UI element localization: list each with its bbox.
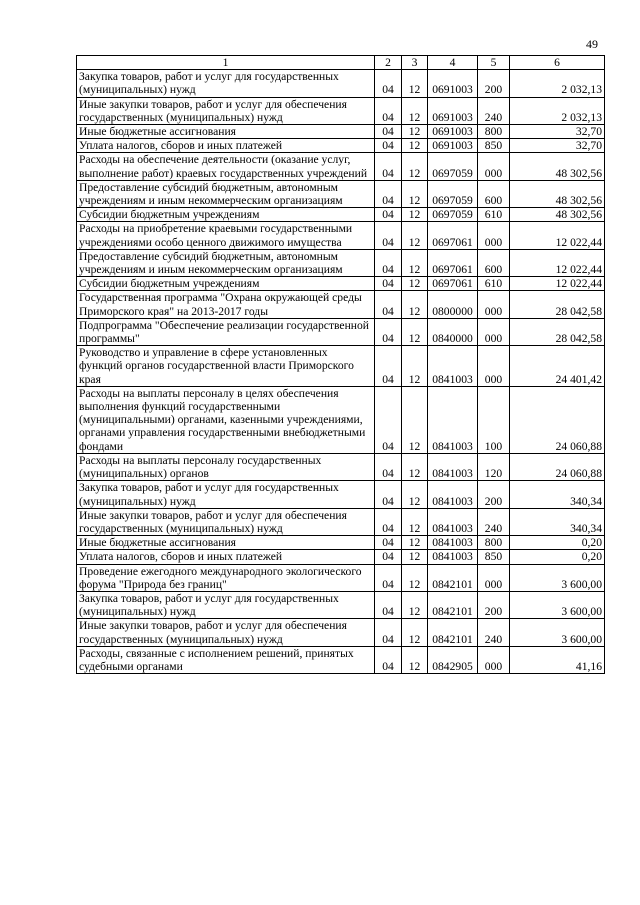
row-target-article: 0691003 <box>428 97 478 124</box>
row-expense-type: 600 <box>478 249 510 276</box>
row-amount: 12 022,44 <box>510 277 605 291</box>
row-expense-type: 100 <box>478 386 510 453</box>
table-row <box>77 125 605 139</box>
header-col-4: 4 <box>428 56 478 70</box>
row-amount: 48 302,56 <box>510 208 605 222</box>
row-subsection: 12 <box>402 318 428 345</box>
row-target-article: 0697061 <box>428 277 478 291</box>
row-description: Закупка товаров, работ и услуг для государственных (муниципальных) нужд <box>77 70 375 97</box>
row-expense-type: 200 <box>478 70 510 97</box>
page-number: 49 <box>586 37 598 51</box>
row-expense-type: 200 <box>478 591 510 618</box>
row-description: Государственная программа "Охрана окружающей среды Приморского края" на 2013-2017 годы <box>77 291 375 318</box>
row-section: 04 <box>375 386 402 453</box>
budget-table <box>76 55 605 674</box>
row-section: 04 <box>375 139 402 153</box>
row-target-article: 0691003 <box>428 70 478 97</box>
row-amount: 0,20 <box>510 536 605 550</box>
row-description: Закупка товаров, работ и услуг для государственных (муниципальных) нужд <box>77 481 375 508</box>
table-row <box>77 386 605 453</box>
row-expense-type: 240 <box>478 97 510 124</box>
row-expense-type: 000 <box>478 564 510 591</box>
table-row <box>77 481 605 508</box>
row-section: 04 <box>375 550 402 564</box>
header-col-1: 1 <box>77 56 375 70</box>
table-row <box>77 619 605 646</box>
row-amount: 32,70 <box>510 139 605 153</box>
row-target-article: 0841003 <box>428 508 478 535</box>
row-subsection: 12 <box>402 481 428 508</box>
row-expense-type: 800 <box>478 125 510 139</box>
row-expense-type: 000 <box>478 346 510 387</box>
row-description: Предоставление субсидий бюджетным, автономным учреждениям и иным некоммерческим организациям <box>77 180 375 207</box>
row-section: 04 <box>375 564 402 591</box>
header-col-3: 3 <box>402 56 428 70</box>
table-row <box>77 153 605 180</box>
table-row <box>77 536 605 550</box>
row-section: 04 <box>375 70 402 97</box>
row-amount: 12 022,44 <box>510 222 605 249</box>
row-section: 04 <box>375 249 402 276</box>
row-section: 04 <box>375 153 402 180</box>
row-section: 04 <box>375 277 402 291</box>
table-row <box>77 564 605 591</box>
header-col-5: 5 <box>478 56 510 70</box>
row-section: 04 <box>375 508 402 535</box>
row-subsection: 12 <box>402 208 428 222</box>
row-description: Иные бюджетные ассигнования <box>77 125 375 139</box>
row-section: 04 <box>375 646 402 673</box>
row-description: Расходы на приобретение краевыми государственными учреждениями особо ценного движимого имущества <box>77 222 375 249</box>
row-description: Расходы, связанные с исполнением решений, принятых судебными органами <box>77 646 375 673</box>
row-target-article: 0842905 <box>428 646 478 673</box>
row-expense-type: 000 <box>478 222 510 249</box>
row-expense-type: 000 <box>478 291 510 318</box>
row-amount: 24 401,42 <box>510 346 605 387</box>
table-row <box>77 318 605 345</box>
row-expense-type: 800 <box>478 536 510 550</box>
row-description: Субсидии бюджетным учреждениям <box>77 208 375 222</box>
row-target-article: 0697059 <box>428 208 478 222</box>
table-row <box>77 550 605 564</box>
table-row <box>77 291 605 318</box>
row-subsection: 12 <box>402 153 428 180</box>
row-section: 04 <box>375 208 402 222</box>
row-description: Расходы на обеспечение деятельности (оказание услуг, выполнение работ) краевых государственных учреждений <box>77 153 375 180</box>
row-amount: 3 600,00 <box>510 619 605 646</box>
row-target-article: 0840000 <box>428 318 478 345</box>
row-description: Расходы на выплаты персоналу государственных (муниципальных) органов <box>77 453 375 480</box>
row-subsection: 12 <box>402 291 428 318</box>
row-target-article: 0800000 <box>428 291 478 318</box>
row-section: 04 <box>375 180 402 207</box>
row-expense-type: 850 <box>478 550 510 564</box>
row-section: 04 <box>375 97 402 124</box>
row-description: Иные закупки товаров, работ и услуг для обеспечения государственных (муниципальных) нужд <box>77 508 375 535</box>
table-row <box>77 508 605 535</box>
row-expense-type: 200 <box>478 481 510 508</box>
row-subsection: 12 <box>402 277 428 291</box>
row-description: Проведение ежегодного международного экологического форума "Природа без границ" <box>77 564 375 591</box>
row-amount: 32,70 <box>510 125 605 139</box>
row-expense-type: 610 <box>478 208 510 222</box>
row-subsection: 12 <box>402 646 428 673</box>
row-section: 04 <box>375 619 402 646</box>
table-row <box>77 97 605 124</box>
row-subsection: 12 <box>402 550 428 564</box>
row-expense-type: 000 <box>478 153 510 180</box>
table-row <box>77 346 605 387</box>
row-amount: 48 302,56 <box>510 153 605 180</box>
row-subsection: 12 <box>402 125 428 139</box>
row-subsection: 12 <box>402 508 428 535</box>
table-row <box>77 222 605 249</box>
row-target-article: 0841003 <box>428 346 478 387</box>
row-target-article: 0841003 <box>428 550 478 564</box>
table-row <box>77 208 605 222</box>
table-body <box>77 70 605 674</box>
row-description: Иные закупки товаров, работ и услуг для обеспечения государственных (муниципальных) нужд <box>77 97 375 124</box>
row-target-article: 0841003 <box>428 386 478 453</box>
row-subsection: 12 <box>402 453 428 480</box>
table-row <box>77 70 605 97</box>
row-section: 04 <box>375 222 402 249</box>
row-description: Субсидии бюджетным учреждениям <box>77 277 375 291</box>
row-target-article: 0697061 <box>428 249 478 276</box>
row-target-article: 0691003 <box>428 139 478 153</box>
row-description: Закупка товаров, работ и услуг для государственных (муниципальных) нужд <box>77 591 375 618</box>
row-amount: 48 302,56 <box>510 180 605 207</box>
row-target-article: 0841003 <box>428 453 478 480</box>
row-section: 04 <box>375 536 402 550</box>
row-subsection: 12 <box>402 346 428 387</box>
row-subsection: 12 <box>402 249 428 276</box>
row-section: 04 <box>375 318 402 345</box>
row-subsection: 12 <box>402 97 428 124</box>
row-description: Иные закупки товаров, работ и услуг для обеспечения государственных (муниципальных) нужд <box>77 619 375 646</box>
row-subsection: 12 <box>402 591 428 618</box>
header-row <box>77 56 605 70</box>
row-description: Руководство и управление в сфере установленных функций органов государственной власти Приморского края <box>77 346 375 387</box>
table-row <box>77 277 605 291</box>
row-description: Предоставление субсидий бюджетным, автономным учреждениям и иным некоммерческим организациям <box>77 249 375 276</box>
row-target-article: 0697059 <box>428 153 478 180</box>
row-subsection: 12 <box>402 222 428 249</box>
row-target-article: 0697061 <box>428 222 478 249</box>
row-subsection: 12 <box>402 564 428 591</box>
row-amount: 28 042,58 <box>510 318 605 345</box>
row-target-article: 0691003 <box>428 125 478 139</box>
table-row <box>77 591 605 618</box>
row-target-article: 0842101 <box>428 619 478 646</box>
row-expense-type: 000 <box>478 646 510 673</box>
row-expense-type: 240 <box>478 619 510 646</box>
row-target-article: 0842101 <box>428 564 478 591</box>
row-amount: 3 600,00 <box>510 591 605 618</box>
row-expense-type: 240 <box>478 508 510 535</box>
table-row <box>77 180 605 207</box>
row-subsection: 12 <box>402 619 428 646</box>
row-expense-type: 000 <box>478 318 510 345</box>
row-description: Уплата налогов, сборов и иных платежей <box>77 139 375 153</box>
row-subsection: 12 <box>402 139 428 153</box>
header-col-2: 2 <box>375 56 402 70</box>
row-expense-type: 610 <box>478 277 510 291</box>
row-amount: 28 042,58 <box>510 291 605 318</box>
row-amount: 12 022,44 <box>510 249 605 276</box>
row-section: 04 <box>375 291 402 318</box>
row-subsection: 12 <box>402 70 428 97</box>
row-target-article: 0841003 <box>428 481 478 508</box>
row-amount: 24 060,88 <box>510 386 605 453</box>
row-amount: 0,20 <box>510 550 605 564</box>
row-amount: 24 060,88 <box>510 453 605 480</box>
row-amount: 2 032,13 <box>510 70 605 97</box>
row-expense-type: 600 <box>478 180 510 207</box>
row-section: 04 <box>375 591 402 618</box>
table-row <box>77 139 605 153</box>
row-subsection: 12 <box>402 386 428 453</box>
header-col-6: 6 <box>510 56 605 70</box>
row-section: 04 <box>375 346 402 387</box>
row-amount: 3 600,00 <box>510 564 605 591</box>
row-amount: 340,34 <box>510 508 605 535</box>
row-expense-type: 850 <box>478 139 510 153</box>
row-subsection: 12 <box>402 536 428 550</box>
row-description: Уплата налогов, сборов и иных платежей <box>77 550 375 564</box>
row-section: 04 <box>375 481 402 508</box>
table-row <box>77 646 605 673</box>
row-amount: 2 032,13 <box>510 97 605 124</box>
row-target-article: 0841003 <box>428 536 478 550</box>
row-description: Подпрограмма "Обеспечение реализации государственной программы" <box>77 318 375 345</box>
row-description: Иные бюджетные ассигнования <box>77 536 375 550</box>
row-target-article: 0697059 <box>428 180 478 207</box>
row-expense-type: 120 <box>478 453 510 480</box>
row-description: Расходы на выплаты персоналу в целях обеспечения выполнения функций государственными (муниципальными) органами, казенными учреждениями, органами управления государственными внебюджетными фондами <box>77 386 375 453</box>
table-row <box>77 249 605 276</box>
row-section: 04 <box>375 125 402 139</box>
row-amount: 340,34 <box>510 481 605 508</box>
row-subsection: 12 <box>402 180 428 207</box>
table-row <box>77 453 605 480</box>
row-target-article: 0842101 <box>428 591 478 618</box>
row-section: 04 <box>375 453 402 480</box>
row-amount: 41,16 <box>510 646 605 673</box>
